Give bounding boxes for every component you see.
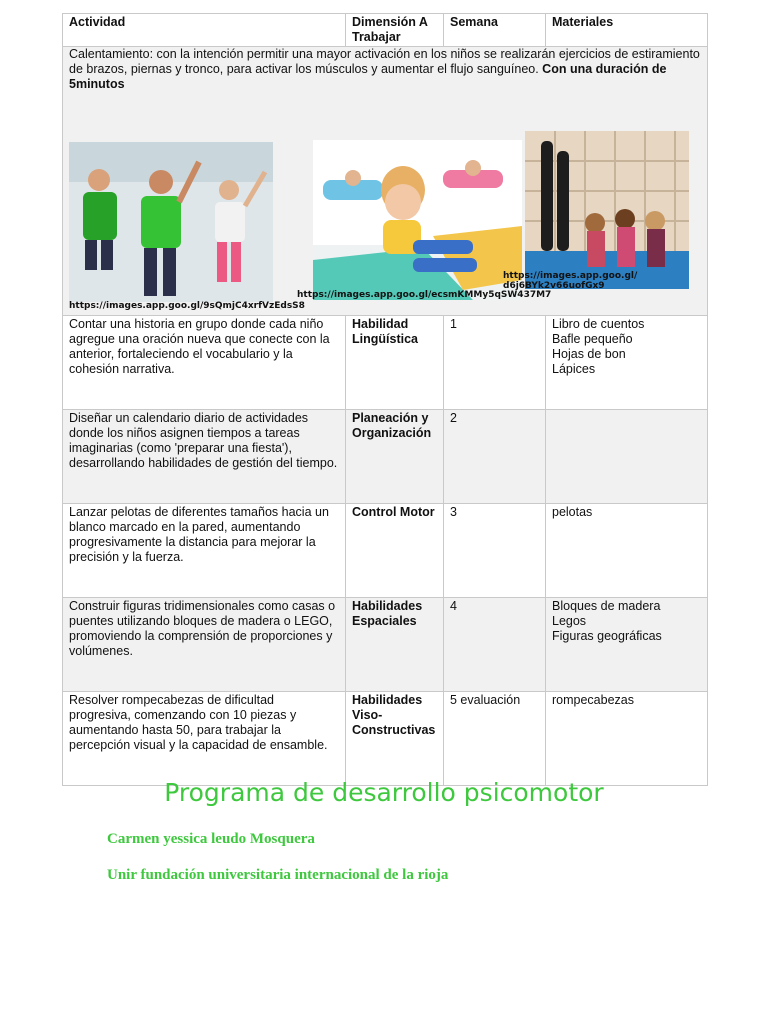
- dimension-cell: Habilidades Espaciales: [346, 598, 444, 692]
- materials-cell: [546, 692, 708, 786]
- institution-name: Unir fundación universitaria internacional de la rioja: [107, 867, 449, 883]
- stretching-kids-photo-1: [69, 142, 273, 302]
- dimension-cell: Habilidades Viso-Constructivas: [346, 692, 444, 786]
- activity-cell: Construir figuras tridimensionales como casas o puentes utilizando bloques de madera o LEGO, promoviendo la comprensión de proporciones y volúmenes.: [63, 598, 346, 692]
- material-item: pelotas: [552, 505, 593, 519]
- materials-cell: [546, 598, 708, 692]
- header-materiales: Materiales: [546, 14, 708, 47]
- table-row: [63, 598, 708, 692]
- author-name: Carmen yessica leudo Mosquera: [107, 831, 315, 847]
- table-row: [63, 692, 708, 786]
- week-cell: 5 evaluación: [444, 692, 546, 786]
- material-item: Bafle pequeño: [552, 332, 633, 346]
- table-row: [63, 410, 708, 504]
- material-item: Hojas de bon: [552, 347, 626, 361]
- image-url-1[interactable]: https://images.app.goo.gl/9sQmjC4xrfVzEdsS8: [69, 301, 305, 311]
- material-item: Figuras geográficas: [552, 629, 662, 643]
- document-title: Programa de desarrollo psicomotor: [164, 778, 604, 807]
- stretching-kids-photo-3: [525, 131, 689, 289]
- week-cell: 3: [444, 504, 546, 598]
- material-item: Lápices: [552, 362, 596, 376]
- image-url-2[interactable]: https://images.app.goo.gl/ecsmKMMy5qSW437M7: [297, 290, 552, 300]
- image-url-3[interactable]: https://images.app.goo.gl/ d6j6BYk2v66uofGx9: [503, 271, 638, 291]
- materials-cell: [546, 410, 708, 504]
- header-dimension: Dimensión A Trabajar: [346, 14, 444, 47]
- materials-cell: [546, 316, 708, 410]
- warmup-text: Calentamiento: con la intención permitir una mayor activación en los niños se realizarán ejercicios de estiramiento de brazos, piernas y tronco, para activar los músculos y aumentar el flujo sanguíneo.: [69, 47, 700, 76]
- warmup-row: [63, 47, 708, 316]
- materials-cell: [546, 504, 708, 598]
- material-item: Libro de cuentos: [552, 317, 645, 331]
- activity-cell: Contar una historia en grupo donde cada niño agregue una oración nueva que conecte con la anterior, fortaleciendo el vocabulario y la cohesión narrativa.: [63, 316, 346, 410]
- header-actividad: Actividad: [63, 14, 346, 47]
- week-cell: 1: [444, 316, 546, 410]
- dimension-cell: Control Motor: [346, 504, 444, 598]
- week-cell: 2: [444, 410, 546, 504]
- activity-cell: Resolver rompecabezas de dificultad progresiva, comenzando con 10 piezas y aumentando hasta 50, para trabajar la percepción visual y la capacidad de ensamble.: [63, 692, 346, 786]
- dimension-cell: Habilidad Lingüística: [346, 316, 444, 410]
- warmup-description: [69, 47, 701, 92]
- table-header-row: [63, 14, 708, 47]
- stretching-kids-photo-2: [313, 140, 522, 300]
- material-item: Legos: [552, 614, 587, 628]
- week-cell: 4: [444, 598, 546, 692]
- warmup-duration: Con una duración de 5minutos: [69, 62, 667, 91]
- warmup-cell: [63, 47, 708, 316]
- activity-cell: Diseñar un calendario diario de actividades donde los niños asignen tiempos a tareas imaginarias (como 'preparar una fiesta'), desarrollando habilidades de gestión del tiempo.: [63, 410, 346, 504]
- material-item: rompecabezas: [552, 693, 634, 707]
- header-semana: Semana: [444, 14, 546, 47]
- table-row: [63, 316, 708, 410]
- dimension-cell: Planeación y Organización: [346, 410, 444, 504]
- material-item: Bloques de madera: [552, 599, 661, 613]
- activity-table: [62, 13, 708, 786]
- activity-cell: Lanzar pelotas de diferentes tamaños hacia un blanco marcado en la pared, aumentando progresivamente la distancia para mejorar la precisión y la fuerza.: [63, 504, 346, 598]
- table-row: [63, 504, 708, 598]
